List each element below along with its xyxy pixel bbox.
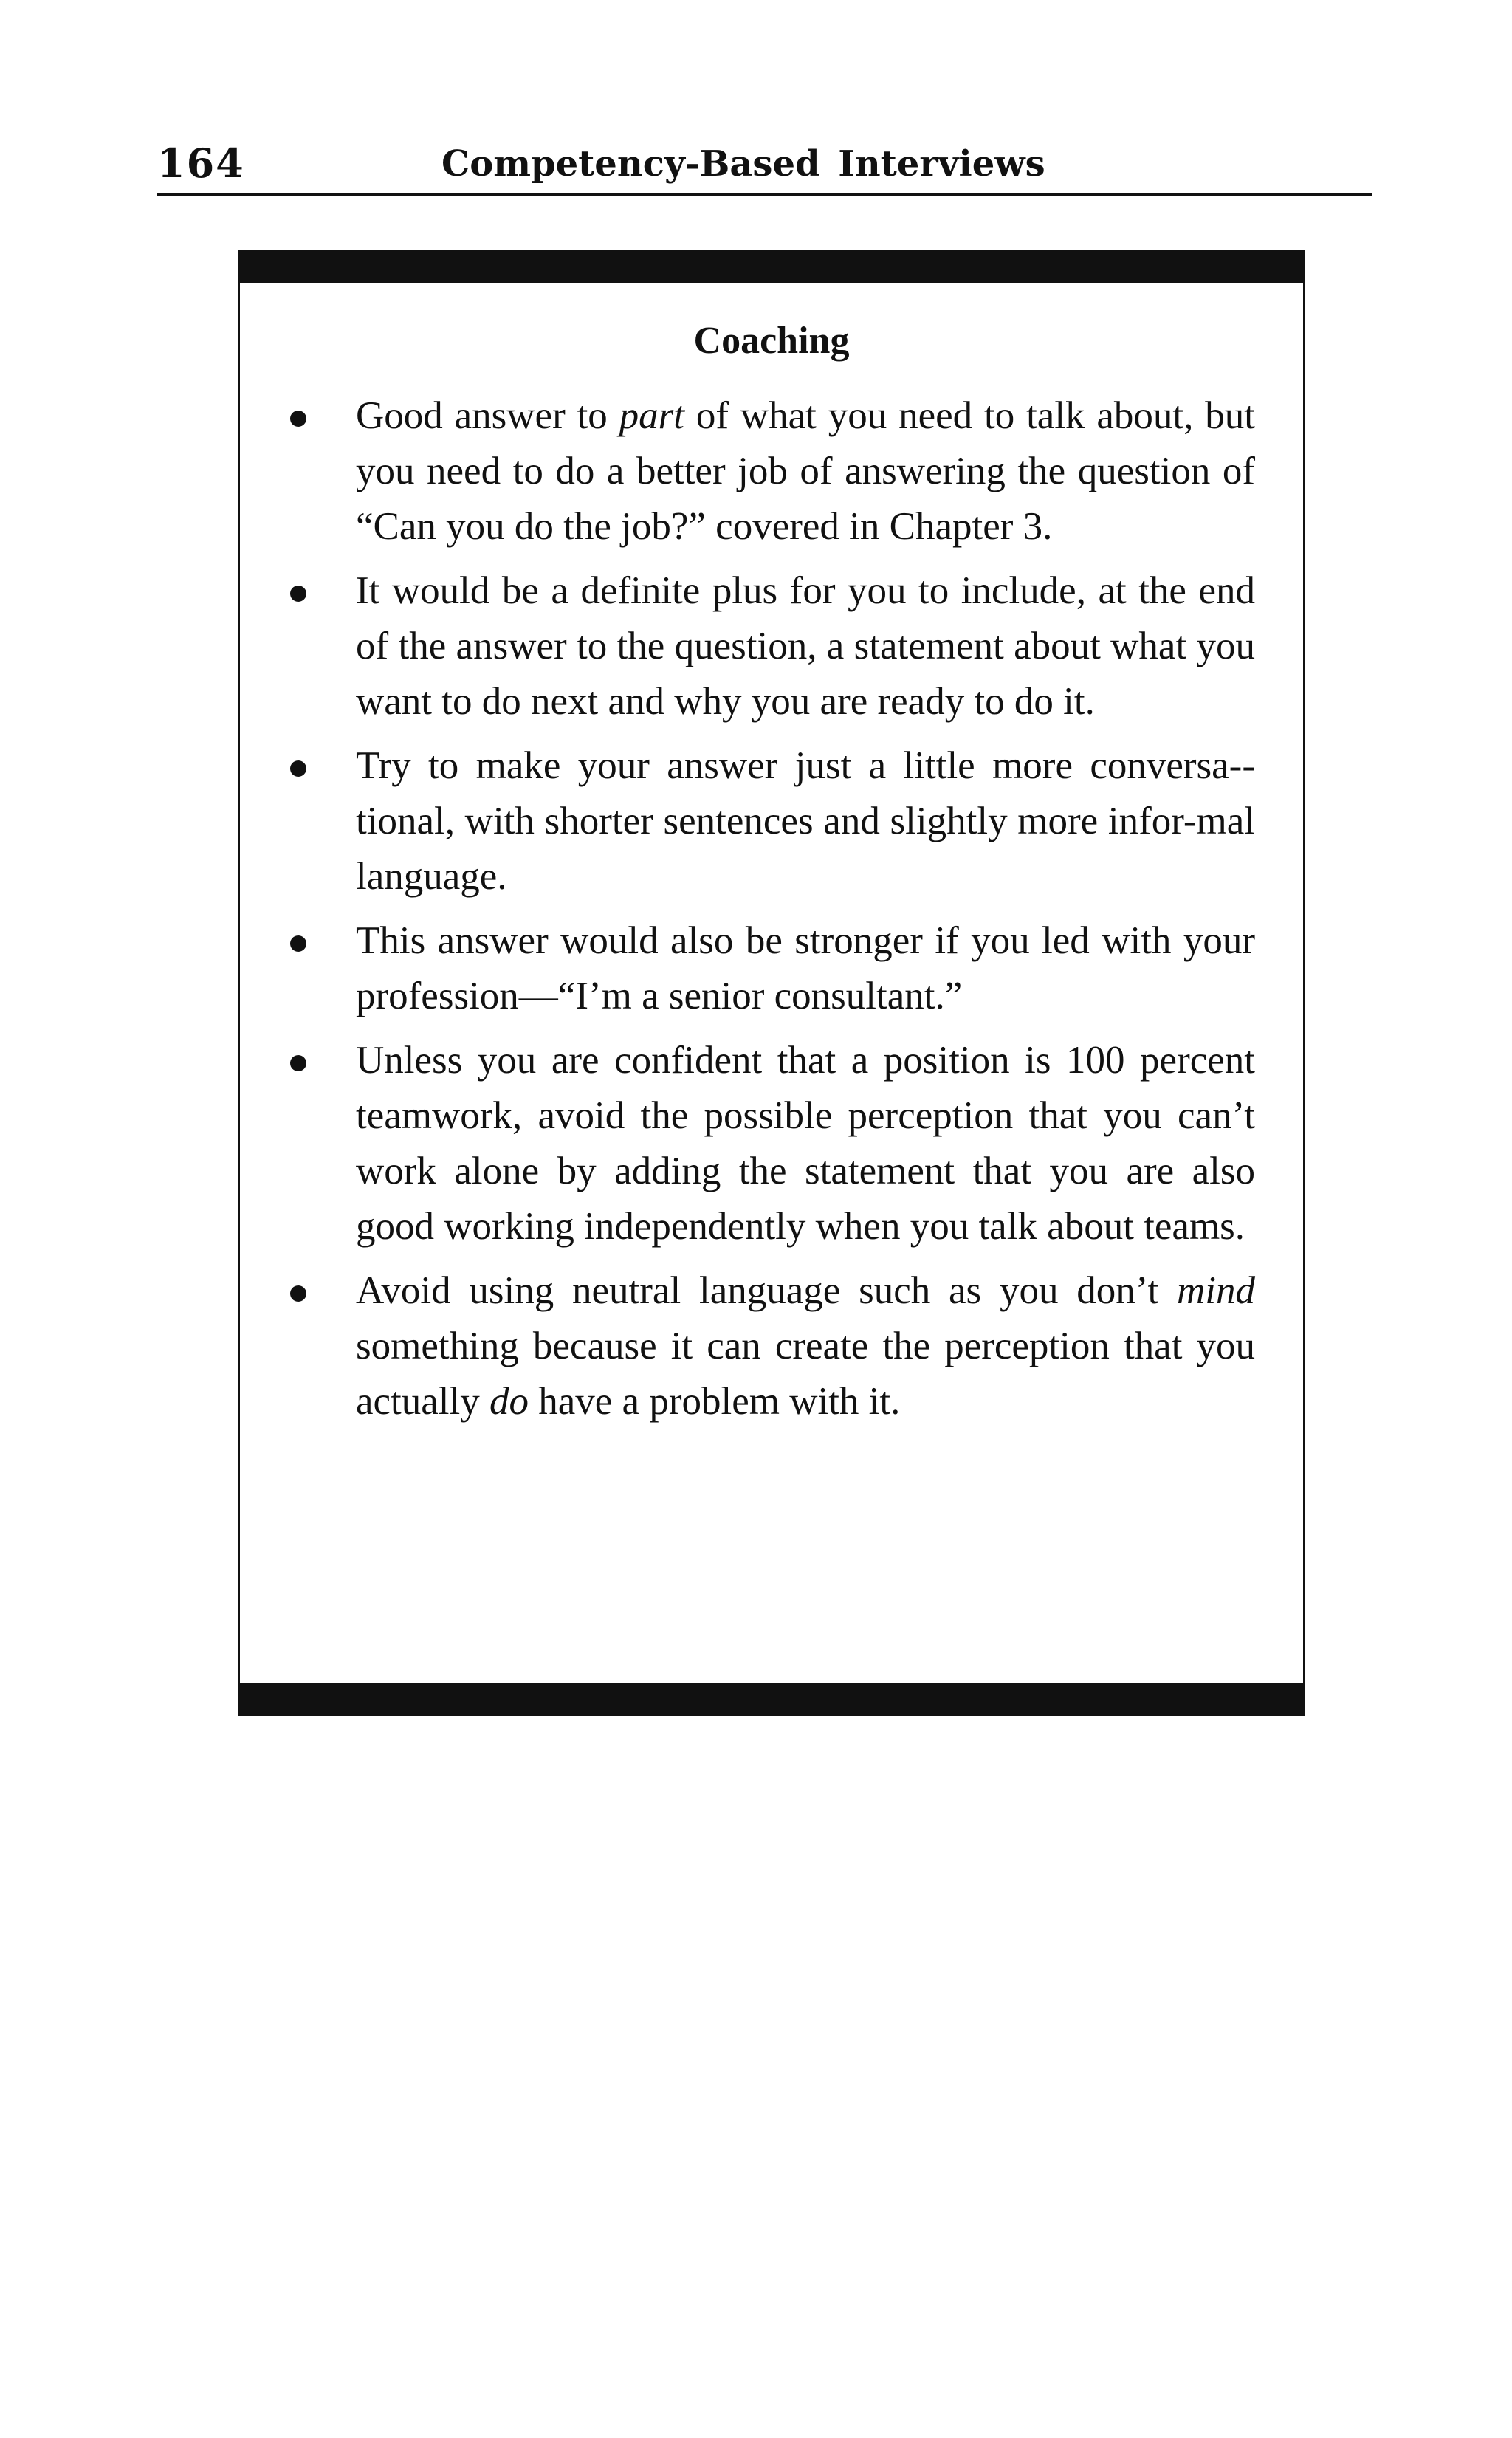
page-number: 164	[157, 140, 245, 187]
coaching-bullet-item	[240, 388, 1307, 554]
bullet-text-segment: Try to make your answer just a little more conversa-tional, with shorter sentences and slightly more infor-mal language.	[356, 744, 1255, 898]
bullet-text	[356, 1263, 1255, 1429]
bullet-dot-icon	[290, 760, 306, 777]
bullet-text-segment: have a problem with it.	[529, 1380, 901, 1423]
bullet-dot-icon	[290, 411, 306, 427]
bullet-dot-icon	[290, 935, 306, 952]
bullet-dot-icon	[290, 1285, 306, 1302]
coaching-bullet-list	[240, 388, 1307, 1438]
coaching-bullet-item	[240, 563, 1307, 729]
bullet-text	[356, 913, 1255, 1024]
bullet-text	[356, 388, 1255, 554]
bullet-dot-icon	[290, 1055, 306, 1071]
bullet-text	[356, 738, 1255, 904]
bullet-text-italic: mind	[1177, 1269, 1255, 1312]
coaching-bullet-item	[240, 1033, 1307, 1254]
coaching-title: Coaching	[693, 320, 850, 362]
bullet-text-segment: something because it can create the perception that you actually	[356, 1325, 1255, 1423]
coaching-box	[238, 250, 1305, 1716]
coaching-bullet-item	[240, 1263, 1307, 1429]
bullet-text	[356, 563, 1255, 729]
bullet-text-segment: Unless you are confident that a position is 100 percent teamwork, avoid the possible perception that you can’t work alone by adding the statement that you are also good working independently when you talk about teams.	[356, 1039, 1255, 1248]
bullet-text	[356, 1033, 1255, 1254]
bullet-text-segment: It would be a definite plus for you to include, at the end of the answer to the question, a statement about what you want to do next and why you are ready to do it.	[356, 569, 1255, 723]
box-top-bar	[238, 250, 1305, 283]
bullet-text-segment: Avoid using neutral language such as you don’t	[356, 1269, 1177, 1312]
running-head	[157, 139, 1372, 196]
bullet-dot-icon	[290, 586, 306, 602]
bullet-text-segment: of what you need to talk about, but you need to do a better job of answering the question of “Can you do the job?” covered in Chapter 3.	[356, 394, 1255, 548]
bullet-text-italic: do	[489, 1380, 529, 1423]
coaching-bullet-item	[240, 913, 1307, 1024]
box-bottom-bar	[238, 1683, 1305, 1716]
book-title: Competency-Based Interviews	[441, 143, 1045, 185]
bullet-text-italic: part	[619, 394, 685, 437]
bullet-text-segment: This answer would also be stronger if you led with your profession—“I’m a senior consultant.”	[356, 919, 1255, 1017]
bullet-text-segment: Good answer to	[356, 394, 619, 437]
coaching-bullet-item	[240, 738, 1307, 904]
